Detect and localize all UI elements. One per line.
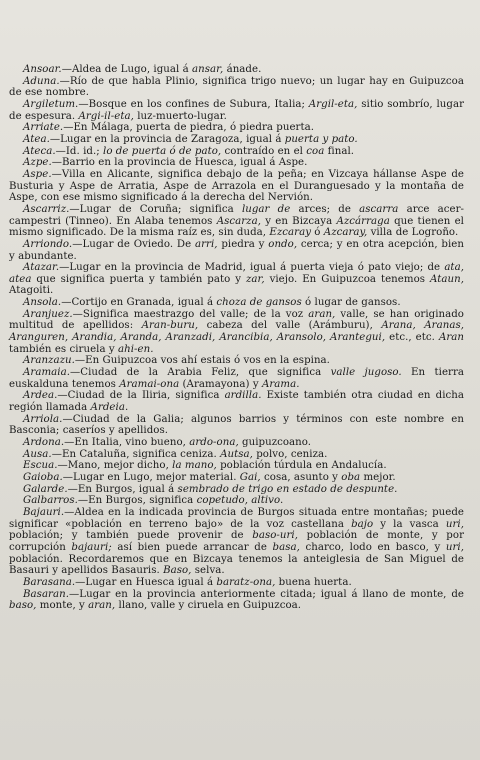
entry-text: —Lugar en la provincia de Madrid, igual á puerta vieja ó pato viejo; de xyxy=(59,262,445,274)
entry-text: —En Guipuzcoa vos ahí estais ó vos en la espina. xyxy=(74,355,330,367)
entry-italic-term: Autsa, xyxy=(220,448,253,460)
dictionary-entry xyxy=(9,76,464,99)
entry-text: —Lugar en Lugo, mejor material. xyxy=(62,471,240,483)
entry-headword: Ansola. xyxy=(23,297,62,309)
entry-headword: Arriate. xyxy=(23,122,64,134)
entry-italic-term: Argil-eta, xyxy=(308,98,358,110)
entry-headword: Atazar. xyxy=(23,262,60,274)
entry-text: viejo. En Guipuzcoa tenemos xyxy=(264,273,430,285)
dictionary-entries xyxy=(9,64,464,612)
entry-text: —Aldea de Lugo, igual á xyxy=(61,64,193,75)
entry-italic-term: ahi-en. xyxy=(117,343,154,355)
entry-italic-term: Aran xyxy=(438,332,464,344)
entry-text: —Mano, mejor dicho, xyxy=(57,460,173,472)
entry-text: —En Italia, vino bueno, xyxy=(64,437,190,448)
entry-text: En tierra euskalduna tenemos xyxy=(9,367,464,390)
entry-headword: Azpe. xyxy=(23,157,52,169)
dictionary-entry xyxy=(9,99,464,122)
dictionary-entry xyxy=(9,157,464,169)
dictionary-entry xyxy=(9,64,464,76)
entry-italic-term: uri, xyxy=(445,541,465,553)
entry-headword: Aduna. xyxy=(23,75,60,87)
dictionary-entry xyxy=(9,507,464,577)
entry-headword: Ardea. xyxy=(23,390,58,402)
entry-italic-term: Ataun, xyxy=(429,273,464,285)
entry-text: así bien puede arrancar de xyxy=(111,541,273,553)
entry-text: —En Cataluña, significa ceniza. xyxy=(51,448,221,460)
entry-text: ó xyxy=(311,227,324,239)
entry-italic-term: copetudo, altivo. xyxy=(196,495,284,507)
entry-headword: Escua. xyxy=(23,460,58,472)
dictionary-entry xyxy=(9,449,464,461)
entry-text: arce acer-campestri (Tinneo). En Alaba tenemos xyxy=(9,203,464,227)
dictionary-entry xyxy=(9,414,464,437)
entry-text: valle, se han originado multitud de apellidos: xyxy=(9,308,464,332)
entry-text: charco, lodo en basco, y xyxy=(299,541,446,553)
entry-headword: Arriola. xyxy=(23,413,63,425)
entry-italic-term: ondo, xyxy=(268,238,298,250)
entry-text: también es ciruela y xyxy=(9,343,118,355)
entry-italic-term: baso-uri, xyxy=(252,530,299,542)
entry-italic-term: bajauri; xyxy=(71,541,112,553)
entry-italic-term: sembrado de trigo en estado de despunte. xyxy=(177,483,398,495)
entry-headword: Arriondo. xyxy=(23,238,73,250)
dictionary-entry xyxy=(9,239,464,262)
dictionary-entry xyxy=(9,355,464,367)
entry-text: —Lugar en la provincia anteriormente citada; igual á llano de monte, de xyxy=(69,588,464,600)
entry-italic-term: bajo xyxy=(351,518,374,530)
entry-text: villa de Logroño. xyxy=(367,227,459,239)
entry-italic-term: ardilla. xyxy=(224,390,262,402)
entry-text: población de monte, y por corrupción xyxy=(9,530,464,553)
entry-headword: Atea. xyxy=(23,133,50,145)
entry-text: —Villa en Alicante, significa debajo de la peña; en Vizcaya hállanse Aspe de Busturia y Aspe de Arratia, Aspe de Arrazola en el Duranguesado y la montaña de Aspe, con ese mismo significado á la derecha del Nervión. xyxy=(9,168,464,204)
dictionary-entry xyxy=(9,309,464,356)
entry-text: —Barrio en la provincia de Huesca, igual á Aspe. xyxy=(51,157,308,169)
entry-text: cosa, asunto y xyxy=(260,471,342,483)
entry-text: (Aramayona) y xyxy=(179,378,262,390)
entry-italic-term: Azcárraga xyxy=(336,215,390,227)
entry-text: final. xyxy=(324,145,355,157)
entry-italic-term: baratz-ona, xyxy=(216,576,276,588)
entry-italic-term: Ardeia. xyxy=(90,402,129,414)
entry-italic-term: ascarra xyxy=(359,203,399,215)
entry-headword: Aranjuez. xyxy=(23,308,73,320)
entry-italic-term: arri, xyxy=(195,238,218,250)
entry-text: —Río de que habla Plinio, significa trigo nuevo; un lugar hay en Guipuzcoa de ese nombre. xyxy=(9,75,464,99)
entry-text: Atagoiti. xyxy=(9,285,54,297)
entry-italic-term: aran, xyxy=(308,308,336,320)
entry-text: que significa puerta y también pato y xyxy=(31,273,246,285)
entry-text: Existe también otra ciudad en dicha región llamada xyxy=(9,390,464,414)
entry-text: cabeza del valle (Arámburu), xyxy=(198,320,382,332)
dictionary-entry xyxy=(9,122,464,134)
entry-text: —En Málaga, puerta de piedra, ó piedra puerta. xyxy=(63,122,315,134)
entry-text: mejor. xyxy=(360,471,396,483)
entry-text: —Lugar en Huesca igual á xyxy=(75,576,217,588)
dictionary-entry xyxy=(9,472,464,484)
dictionary-entry xyxy=(9,169,464,204)
entry-headword: Galarde. xyxy=(23,483,68,495)
entry-italic-term: lugar de xyxy=(241,203,291,215)
entry-text: —Ciudad de la Iliria, significa xyxy=(57,390,225,402)
dictionary-entry xyxy=(9,204,464,239)
entry-text: llano, valle y ciruela en Guipuzcoa. xyxy=(115,600,302,612)
entry-text: población; y también puede provenir de xyxy=(9,530,253,542)
entry-text: y la vasca xyxy=(373,518,446,530)
entry-headword: Ausa. xyxy=(23,448,52,460)
entry-italic-term: Argi-il-eta, xyxy=(78,110,134,122)
entry-italic-term: puerta y pato. xyxy=(284,133,358,145)
entry-text: luz-muerto-lugar. xyxy=(133,110,227,122)
entry-italic-term: Aramai-ona xyxy=(119,378,180,390)
entry-text: —En Burgos, igual á xyxy=(67,483,178,495)
entry-text: —Bosque en los confines de Subura, Italia; xyxy=(78,98,309,110)
entry-text: piedra y xyxy=(217,238,269,250)
entry-headword: Aramaia. xyxy=(23,367,71,379)
entry-italic-term: Ascarza, xyxy=(216,215,262,227)
entry-text: —Significa maestrazgo del valle; de la voz xyxy=(72,308,309,320)
entry-headword: Ansoar. xyxy=(23,64,62,75)
entry-italic-term: Aran-buru, xyxy=(141,320,199,332)
entry-italic-term: coa xyxy=(306,145,325,157)
entry-italic-term: ata, atea xyxy=(9,262,464,285)
dictionary-entry xyxy=(9,437,464,449)
entry-italic-term: aran, xyxy=(88,600,116,612)
dictionary-entry xyxy=(9,460,464,472)
entry-text: —Aldea en la indicada provincia de Burgos situada entre montañas; puede significar «población en terreno bajo» de la voz castellana xyxy=(9,506,464,530)
entry-italic-term: uri, xyxy=(445,518,465,530)
entry-italic-term: oba xyxy=(341,471,361,483)
dictionary-entry xyxy=(9,484,464,496)
entry-text: contraído en el xyxy=(221,145,307,157)
entry-italic-term: ardo-ona, xyxy=(189,437,239,448)
entry-text: —Lugar en la provincia de Zaragoza, igual á xyxy=(49,133,285,145)
entry-headword: Ascarriz. xyxy=(23,203,70,215)
entry-text: etc., etc. xyxy=(385,332,439,344)
entry-text: monte, y xyxy=(36,600,89,612)
entry-text: arces; de xyxy=(290,203,360,215)
entry-text: —En Burgos, significa xyxy=(77,495,197,507)
entry-italic-term: zar, xyxy=(245,273,265,285)
entry-text: —Cortijo en Granada, igual á xyxy=(61,297,217,309)
entry-headword: Bajauri. xyxy=(23,506,65,518)
entry-italic-term: basa, xyxy=(272,541,300,553)
entry-text: que tienen el mismo significado. De la misma raíz es, sin duda, xyxy=(9,215,464,239)
entry-headword: Ardona. xyxy=(23,437,65,448)
entry-text: buena huerta. xyxy=(275,576,352,588)
dictionary-entry xyxy=(9,262,464,297)
entry-text: selva. xyxy=(191,565,225,577)
entry-italic-term: valle jugoso. xyxy=(330,367,402,379)
entry-text: —Lugar de Oviedo. De xyxy=(72,238,195,250)
entry-text: —Lugar de Coruña; significa xyxy=(69,203,242,215)
entry-headword: Galbarros. xyxy=(23,495,78,507)
entry-text: polvo, ceniza. xyxy=(252,448,328,460)
entry-text: —Id. id.; xyxy=(55,145,104,157)
entry-text: ó lugar de gansos. xyxy=(301,297,401,309)
dictionary-entry xyxy=(9,134,464,146)
entry-text: sitio sombrío, lugar de espesura. xyxy=(9,98,464,122)
dictionary-entry xyxy=(9,146,464,158)
entry-italic-term: Gai, xyxy=(239,471,261,483)
dictionary-entry xyxy=(9,589,464,612)
entry-italic-term: la mano, xyxy=(172,460,217,472)
entry-italic-term: Baso, xyxy=(163,565,192,577)
dictionary-entry xyxy=(9,297,464,309)
entry-text: guipuzcoano. xyxy=(238,437,312,448)
entry-text: —Ciudad de la Galia; algunos barrios y términos con este nombre en Basconia; caseríos y apellidos. xyxy=(9,413,464,437)
entry-italic-term: baso, xyxy=(9,600,37,612)
entry-text: y en Bizcaya xyxy=(261,215,337,227)
entry-text: población. Recordaremos que en Bizcaya tenemos la anteiglesia de San Miguel de Basauri y apellidos Basauris. xyxy=(9,553,464,577)
dictionary-entry xyxy=(9,495,464,507)
entry-headword: Argiletum. xyxy=(23,98,79,110)
entry-italic-term: choza de gansos xyxy=(216,297,302,309)
entry-headword: Gaioba. xyxy=(23,471,63,483)
entry-headword: Aranzazu. xyxy=(23,355,75,367)
dictionary-entry xyxy=(9,390,464,413)
entry-headword: Barasana. xyxy=(23,576,76,588)
entry-text: cerca; y en otra acepción, bien y abundante. xyxy=(9,238,464,262)
entry-italic-term: Ezcaray xyxy=(269,227,312,239)
entry-italic-term: Azcaray, xyxy=(323,227,368,239)
entry-italic-term: Arana, Aranas, Aranguren, Arandia, Aranda, Aranzadi, Arancibia, Aransolo, Arantegui, xyxy=(9,320,465,344)
entry-headword: Ateca. xyxy=(23,145,56,157)
entry-italic-term: lo de puerta ó de pato, xyxy=(103,145,222,157)
dictionary-entry xyxy=(9,577,464,589)
entry-italic-term: Arama. xyxy=(261,378,300,390)
entry-text: población túrdula en Andalucía. xyxy=(216,460,387,472)
entry-text: ánade. xyxy=(223,64,262,75)
entry-italic-term: ansar, xyxy=(192,64,224,75)
entry-headword: Basaran. xyxy=(23,588,70,600)
entry-text: —Ciudad de la Arabia Feliz, que significa xyxy=(70,367,331,379)
dictionary-entry xyxy=(9,367,464,390)
entry-headword: Aspe. xyxy=(23,168,52,180)
